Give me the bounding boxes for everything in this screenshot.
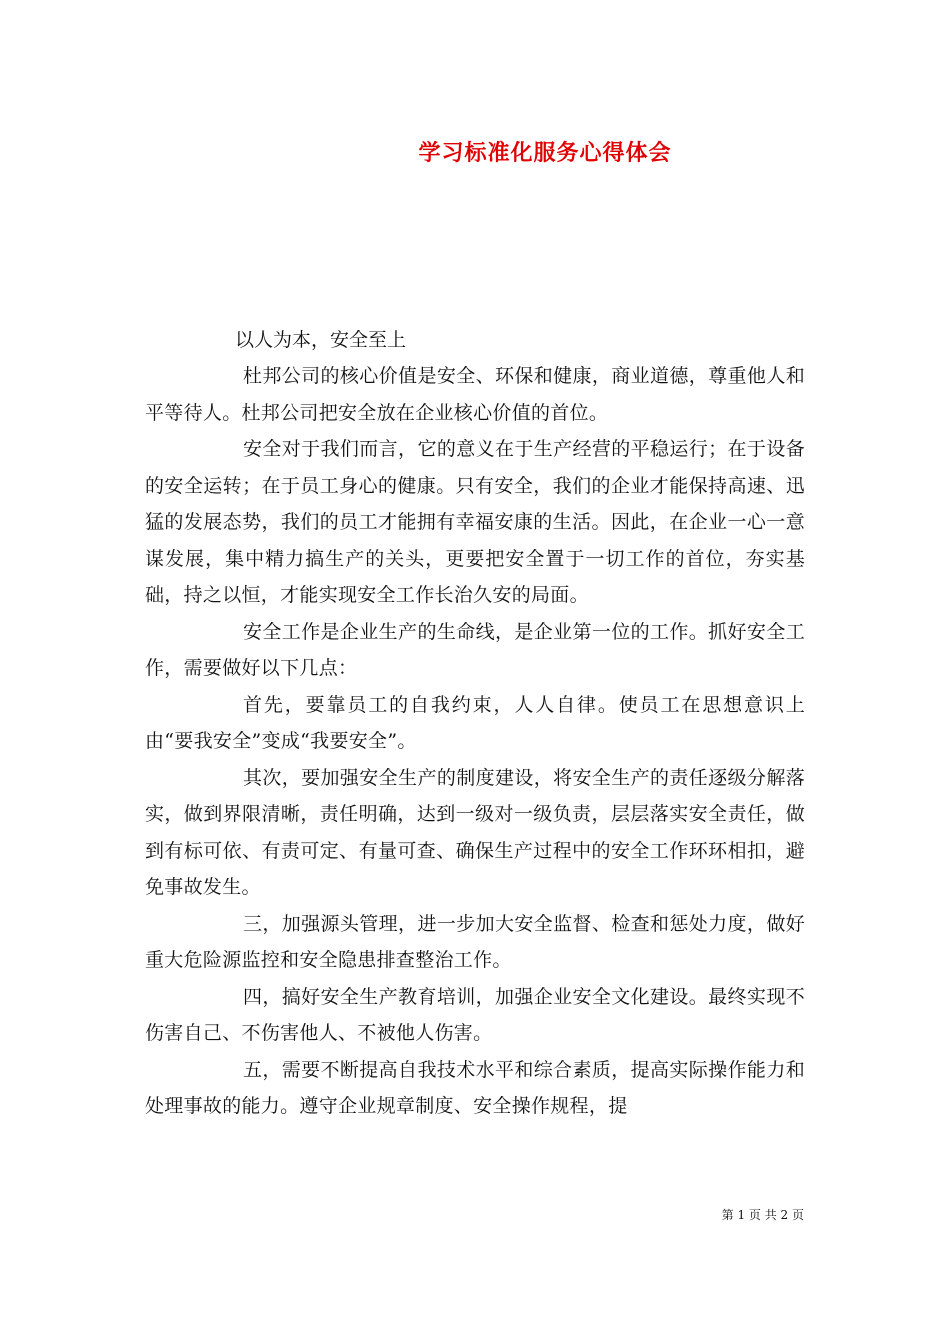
paragraph-2: 安全对于我们而言，它的意义在于生产经营的平稳运行；在于设备的安全运转；在于员工身心的健康。只有安全，我们的企业才能保持高速、迅猛的发展态势，我们的员工才能拥有幸福安康的生活。因此，在企业一心一意谋发展，集中精力搞生产的关头，更要把安全置于一切工作的首位，夯实基础，持之以恒，才能实现安全工作长治久安的局面。 bbox=[145, 438, 805, 606]
paragraph-6: 三，加强源头管理，进一步加大安全监督、检查和惩处力度，做好重大危险源监控和安全隐患排查整治工作。 bbox=[145, 912, 805, 971]
paragraph-1: 杜邦公司的核心价值是安全、环保和健康，商业道德，尊重他人和平等待人。杜邦公司把安全放在企业核心价值的首位。 bbox=[145, 365, 805, 424]
document-body bbox=[145, 322, 805, 1125]
paragraph-8: 五，需要不断提高自我技术水平和综合素质，提高实际操作能力和处理事故的能力。遵守企业规章制度、安全操作规程，提 bbox=[145, 1058, 805, 1117]
page-number-footer: 第 1 页 共 2 页 bbox=[721, 1208, 804, 1222]
paragraph-7: 四，搞好安全生产教育培训，加强企业安全文化建设。最终实现不伤害自己、不伤害他人、不被他人伤害。 bbox=[145, 985, 805, 1044]
paragraph-5: 其次，要加强安全生产的制度建设，将安全生产的责任逐级分解落实，做到界限清晰，责任明确，达到一级对一级负责，层层落实安全责任，做到有标可依、有责可定、有量可查、确保生产过程中的安全工作环环相扣，避免事故发生。 bbox=[145, 766, 805, 898]
paragraph-4: 首先，要靠员工的自我约束，人人自律。使员工在思想意识上由“要我安全”变成“我要安全”。 bbox=[145, 693, 805, 752]
section-heading: 以人为本，安全至上 bbox=[235, 329, 407, 351]
document-title: 学习标准化服务心得体会 bbox=[418, 140, 672, 166]
paragraph-3: 安全工作是企业生产的生命线，是企业第一位的工作。抓好安全工作，需要做好以下几点： bbox=[145, 620, 805, 679]
